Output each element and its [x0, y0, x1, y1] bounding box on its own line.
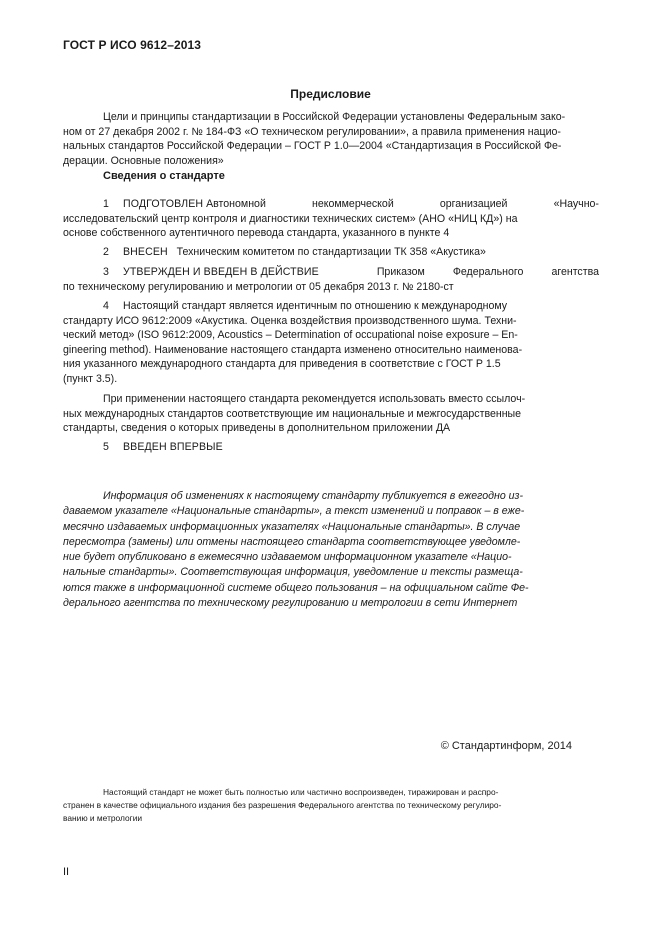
- item-word: организацией: [439, 198, 508, 210]
- item-number: 3: [103, 266, 109, 278]
- changes-line: даваемом указателе «Национальные стандарты», а текст изменений и поправок – в еже-: [63, 505, 525, 518]
- item-3-first-line: [63, 265, 599, 280]
- item-number: 5: [103, 441, 109, 453]
- preface-intro-line: ном от 27 декабря 2002 г. № 184-ФЗ «О техническом регулировании», а правила применения нацио-: [63, 125, 561, 138]
- item-1-first-line: [63, 197, 599, 212]
- changes-line: пересмотра (замены) или отмены настоящего стандарта соответствующее уведомле-: [63, 535, 521, 548]
- info-note: [63, 392, 599, 436]
- item-text: Настоящий стандарт является идентичным по отношению к международному: [123, 300, 508, 312]
- preface-title: Предисловие: [290, 87, 371, 101]
- preface-intro-line: дерации. Основные положения»: [63, 154, 224, 167]
- item-term: ПОДГОТОВЛЕН: [123, 198, 204, 210]
- preface-intro-line: Цели и принципы стандартизации в Российской Федерации установлены Федеральным зако-: [103, 111, 566, 123]
- item-term: ВВЕДЕН ВПЕРВЫЕ: [123, 441, 223, 453]
- item-number: 4: [103, 300, 109, 312]
- item-word: Автономной: [206, 198, 266, 210]
- item-text: Техническим комитетом по стандартизации ТК 358 «Акустика»: [176, 246, 486, 258]
- note-line: стандарты, сведения о которых приведены в дополнительном приложении ДА: [63, 422, 451, 434]
- item-line: ческий метод» (ISO 9612:2009, Acoustics – Determination of occupational noise exposure – En-: [63, 329, 518, 341]
- item-word: «Научно-: [553, 198, 599, 210]
- item-term: УТВЕРЖДЕН И ВВЕДЕН В ДЕЙСТВИЕ: [123, 266, 319, 278]
- item-line: gineering method). Наименование настоящего стандарта изменено относительно наименова-: [63, 343, 523, 356]
- item-line: ния указанного международного стандарта для приведения в соответствие с ГОСТ Р 1.5: [63, 358, 501, 370]
- info-item-5: [63, 440, 599, 455]
- document-code-header: ГОСТ Р ИСО 9612–2013: [63, 38, 202, 52]
- preface-intro: [63, 110, 599, 168]
- page-number: II: [63, 866, 70, 878]
- note-line: ных международных стандартов соответствующие им национальные и межгосударственные: [63, 407, 522, 420]
- footer-line: ванию и метрологии: [63, 813, 143, 823]
- info-title: Сведения о стандарте: [103, 170, 225, 182]
- item-line: основе собственного аутентичного перевода стандарта, указанного в пункте 4: [63, 227, 450, 239]
- info-item-2: [63, 245, 599, 260]
- item-line: (пункт 3.5).: [63, 372, 118, 385]
- item-line: стандарту ИСО 9612:2009 «Акустика. Оценка воздействия производственного шума. Техни-: [63, 314, 517, 327]
- changes-line: месячно издаваемых информационных указателях «Национальные стандарты». В случае: [63, 520, 521, 533]
- changes-line: нальные стандарты». Соответствующая информация, уведомление и тексты размеща-: [63, 566, 523, 579]
- changes-line: Информация об изменениях к настоящему стандарту публикуется в ежегодно из-: [103, 490, 524, 502]
- item-number: 2: [103, 246, 109, 258]
- changes-line: дерального агентства по техническому регулированию и метрологии в сети Интернет: [63, 597, 518, 610]
- footer-line: странен в качестве официального издания без разрешения Федерального агентства по техническому регулиро-: [63, 800, 502, 810]
- item-word: Федерального: [452, 266, 524, 278]
- item-word: Приказом: [376, 266, 425, 278]
- changes-line: ются также в информационной системе общего пользования – на официальном сайте Фе-: [63, 581, 529, 594]
- footer-line: Настоящий стандарт не может быть полностью или частично воспроизведен, тиражирован и распро-: [103, 787, 499, 797]
- info-item-1: [63, 197, 599, 241]
- item-line: по техническому регулированию и метрологии от 05 декабря 2013 г. № 2180-ст: [63, 280, 454, 293]
- item-term: ВНЕСЕН: [123, 246, 168, 258]
- preface-intro-line: нальных стандартов Российской Федерации – ГОСТ Р 1.0—2004 «Стандартизация в Российской Фе-: [63, 140, 562, 152]
- item-number: 1: [103, 198, 109, 210]
- copyright-notice: © Стандартинформ, 2014: [440, 740, 572, 752]
- note-line: При применении настоящего стандарта рекомендуется использовать вместо ссылоч-: [103, 393, 526, 405]
- changes-info: [63, 489, 599, 611]
- changes-line: ние будет опубликовано в ежемесячно издаваемом информационном указателе «Нацио-: [63, 551, 512, 564]
- info-item-3: [63, 265, 599, 294]
- item-word: агентства: [551, 266, 599, 278]
- item-word: некоммерческой: [311, 198, 394, 210]
- item-line: исследовательский центр контроля и диагностики технических систем» (АНО «НИЦ КД») на: [63, 212, 518, 225]
- reproduction-notice: [63, 786, 599, 825]
- info-item-4: [63, 299, 599, 386]
